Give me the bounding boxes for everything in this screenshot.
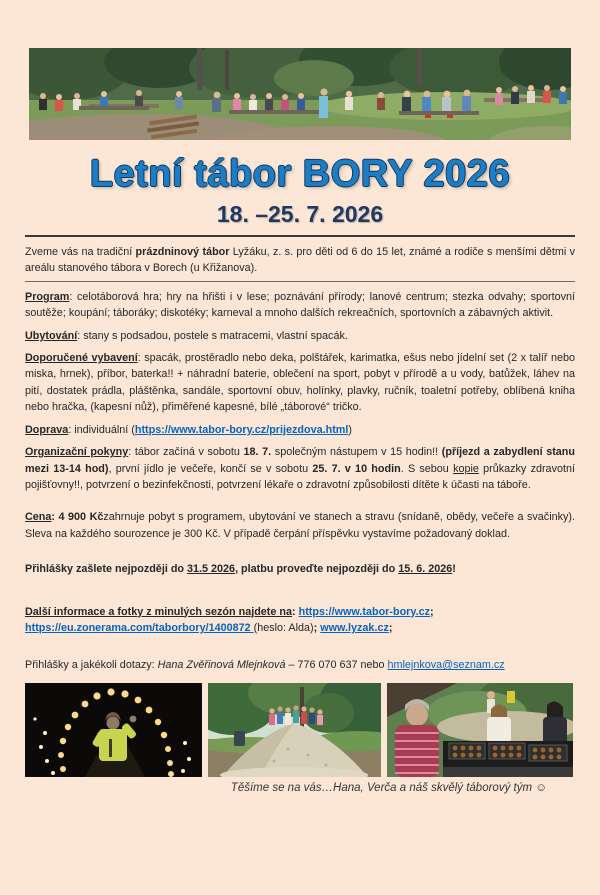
hyperlink[interactable]: https://www.tabor-bory.cz/prijezdova.html xyxy=(134,423,349,436)
text-run: 25. 7. v 10 hodin xyxy=(312,462,401,475)
camp-flyer-page xyxy=(0,48,600,895)
text-run: Lyžáku, z. s. pro děti od 6 do 15 let, známé a rodiče s menšími dětmi v areálu stanového tábora v Borech (u Křižanova). xyxy=(25,246,575,275)
deadline-paragraph xyxy=(25,561,575,577)
page-title: Letní tábor BORY 2026 xyxy=(89,153,511,195)
text-run: prázdninový tábor xyxy=(135,246,230,259)
text-run: Přihlášky a jakékoli dotazy: xyxy=(25,659,158,672)
text-run: 18. 7. xyxy=(243,446,272,459)
text-run: 31.5 2026 xyxy=(187,563,236,576)
night-lights-photo xyxy=(25,683,202,777)
text-run: : stany s podsadou, postele s matracemi, vlastní spacák. xyxy=(77,329,348,342)
text-run: , první jídlo je večeře, končí se v sobotu xyxy=(108,462,313,475)
contact-paragraph xyxy=(25,657,575,673)
camp-panorama-illustration xyxy=(29,48,571,140)
program-paragraph xyxy=(25,289,575,322)
food-trays-photo xyxy=(387,683,573,777)
text-run: ) xyxy=(348,423,353,436)
price-paragraph xyxy=(25,509,575,542)
text-run: ; xyxy=(429,605,434,618)
text-run: Doprava xyxy=(25,423,69,436)
text-run: : spacák, prostěradlo nebo deka, polštářek, karimatka, ešus nebo jídelní set (2 x talíř nebo miska, hrnek), příbor, baterka!! + náhradní baterie, oblečení na sport, pobyt v přírodě a u vody, batůžek, láhev na pití, dostatek prádla, pláštěnka, sandále, sportovní obuv, holínky, plavky, ručník, toaletní potřeby, oblíbená kniha nebo hračka, (kapesní nůž), přiměřené kapesné, bílé „táborové“ tričko. xyxy=(25,352,575,414)
text-run: : tábor začíná v sobotu xyxy=(128,446,244,459)
text-run: : celotáborová hra; hry na hřišti i v lese; poznávání přírody; lanové centrum; stezka odvahy; sportovní soutěže; koupání; táboráky; diskotéky; karneval a mnoho dalších rekreačních, sportovních a zábavných aktivit. xyxy=(25,290,575,320)
hyperlink[interactable]: www.lyzak.cz xyxy=(320,621,389,634)
title-divider xyxy=(25,235,575,237)
text-run: (heslo: Alda) xyxy=(253,621,314,634)
text-run: ! xyxy=(452,563,456,576)
text-run: 15. 6. 2026 xyxy=(398,563,453,576)
text-run: společným nástupem v 15 hodin!! xyxy=(271,446,442,459)
text-run: (příjezd a zabydlení stanu mezi 13-14 hod) xyxy=(25,446,575,475)
text-run: Hana Zvěřinová Mlejnková xyxy=(157,659,286,672)
night-lights-illustration xyxy=(25,683,202,777)
text-run: : individuální ( xyxy=(68,423,135,436)
hyperlink[interactable]: https://eu.zonerama.com/taborbory/1400872 xyxy=(25,621,254,634)
text-run: Ubytování xyxy=(25,329,78,342)
transport-paragraph xyxy=(25,422,575,438)
text-run: Přihlášky zašlete nejpozději do xyxy=(25,563,188,576)
food-trays-illustration xyxy=(387,683,573,777)
text-run: ; xyxy=(388,621,393,634)
intro-paragraph xyxy=(25,244,575,282)
text-run: Další informace a fotky z minulých sezón najdete na xyxy=(25,605,292,618)
text-run: , platbu proveďte nejpozději do xyxy=(235,563,399,576)
text-run: ; xyxy=(313,621,321,634)
equipment-paragraph xyxy=(25,350,575,416)
text-run: Program xyxy=(25,290,70,303)
text-run: zahrnuje pobyt s programem, ubytování ve stanech a stravu (snídaně, obědy, večeře a svačinky). Sleva na každého sourozence je 300 Kč. V případě čerpání příspěvku vystavíme požadovaný doklad. xyxy=(25,511,575,540)
text-run: Doporučené vybavení xyxy=(25,352,138,365)
text-run: – 776 070 637 nebo xyxy=(285,659,388,672)
hyperlink[interactable]: hmlejnkova@seznam.cz xyxy=(387,659,505,672)
text-run: . S sebou xyxy=(400,462,454,475)
gravel-pile-illustration xyxy=(208,683,381,777)
hyperlink[interactable]: https://www.tabor-bory.cz xyxy=(298,605,430,618)
accommodation-paragraph xyxy=(25,328,575,344)
gravel-pile-photo xyxy=(208,683,381,777)
text-run: : xyxy=(292,605,299,618)
instructions-paragraph xyxy=(25,444,575,493)
text-run: Zveme vás na tradiční xyxy=(25,246,136,259)
more-info-paragraph xyxy=(25,604,575,637)
text-run: kopie xyxy=(453,462,479,475)
text-run: : 4 900 Kč xyxy=(51,511,104,524)
text-run: průkazky zdravotní pojišťovny!!, potvrzení o bezinfekčnosti, potvrzení lékaře o zdravotní způsobilosti dítěte k účasti na táboře. xyxy=(25,462,575,491)
date-subtitle: 18. –25. 7. 2026 xyxy=(216,201,384,228)
text-run: Organizační pokyny xyxy=(25,446,129,459)
closing-line: Těšíme se na vás…Hana, Verča a náš skvělý táborový tým ☺ xyxy=(230,781,547,794)
bottom-photo-row xyxy=(25,683,575,777)
camp-panorama-photo xyxy=(29,48,571,140)
text-run: Cena xyxy=(25,511,52,524)
